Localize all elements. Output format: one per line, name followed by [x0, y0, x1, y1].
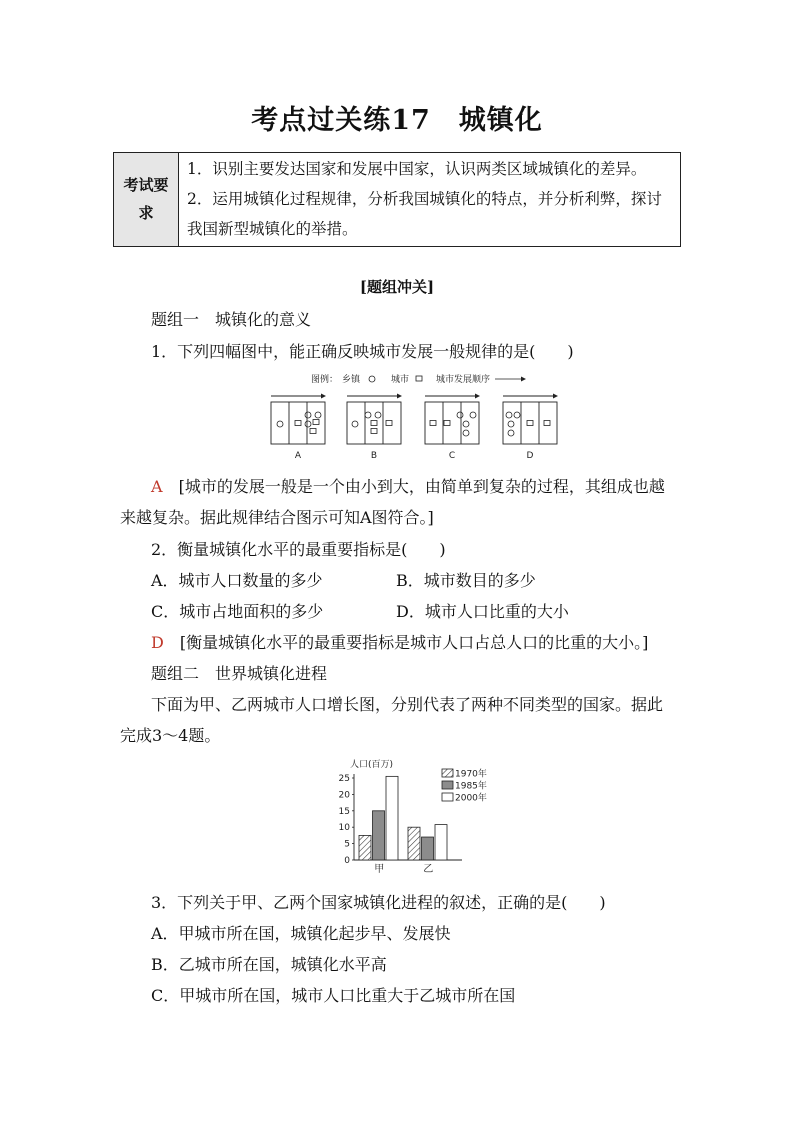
question-stem: 1．下列四幅图中，能正确反映城市发展一般规律的是( ): [151, 342, 574, 361]
option-b: B．乙城市所在国，城镇化水平高: [151, 955, 387, 974]
answer-line: D [衡量城镇化水平的最重要指标是城市人口占总人口的比重的大小。]: [151, 633, 649, 652]
town-icon: [463, 430, 469, 436]
requirements-content: [187, 153, 672, 244]
y-axis-label: 人口(百万): [350, 760, 394, 770]
section-heading: [题组冲关]: [359, 278, 435, 296]
option-d: D．城市人口比重的大小: [396, 602, 569, 621]
town-icon: [508, 421, 514, 427]
legend-label: 1970年: [455, 769, 487, 780]
town-icon: [457, 412, 463, 418]
requirements-box: [113, 152, 681, 247]
city-icon: [295, 421, 301, 426]
option-a: A．城市人口数量的多少: [151, 571, 323, 590]
legend-label: 2000年: [455, 793, 487, 804]
bar: [373, 811, 385, 860]
city-icon: [527, 421, 533, 426]
city-icon: [444, 421, 450, 426]
figure-panel: [347, 402, 401, 444]
legend-swatch: [442, 769, 453, 777]
city-icon: [371, 421, 377, 426]
legend-order-label: 城市发展顺序: [436, 375, 491, 385]
bar: [359, 835, 371, 860]
legend-label: 1985年: [455, 781, 487, 792]
city-icon: [430, 421, 436, 426]
y-tick-label: 5: [344, 839, 350, 850]
figure-panel: [503, 402, 557, 444]
town-icon: [315, 412, 321, 418]
group-heading: 题组二 世界城镇化进程: [151, 664, 328, 683]
legend-swatch: [442, 793, 453, 801]
intro-text: 完成3～4题。: [120, 726, 221, 745]
bar: [422, 837, 434, 860]
requirements-label: 考试要 求: [114, 153, 179, 246]
town-icon: [352, 421, 358, 427]
y-tick-label: 20: [338, 790, 350, 801]
page-title: 考点过关练17 城镇化: [251, 105, 543, 136]
requirement-item: 1．识别主要发达国家和发展中国家，认识两类区域城镇化的差异。: [187, 160, 647, 178]
legend-town-label: 乡镇: [342, 375, 361, 385]
explanation-text: 来越复杂。据此规律结合图示可知A图符合。]: [120, 508, 434, 527]
town-icon: [508, 430, 514, 436]
panel-label: A: [294, 451, 302, 461]
town-icon: [277, 421, 283, 427]
city-icon: [544, 421, 550, 426]
group-heading: 题组一 城镇化的意义: [151, 310, 312, 329]
town-icon: [470, 412, 476, 418]
question-stem: 3．下列关于甲、乙两个国家城镇化进程的叙述，正确的是( ): [151, 893, 606, 912]
answer-letter: D: [151, 633, 164, 652]
town-icon: [365, 412, 371, 418]
town-icon: [305, 412, 311, 418]
bar: [408, 827, 420, 860]
town-icon: [514, 412, 520, 418]
option-b: B．城市数目的多少: [396, 571, 536, 590]
city-icon: [313, 420, 319, 425]
category-label: 甲: [374, 864, 385, 875]
y-tick-label: 15: [338, 806, 350, 817]
panel-label: B: [370, 451, 378, 461]
legend-town-icon: [369, 376, 375, 382]
question-stem: 2．衡量城镇化水平的最重要指标是( ): [151, 540, 446, 559]
figure-panel: [425, 402, 479, 444]
panel-label: D: [526, 451, 534, 461]
city-icon: [310, 429, 316, 434]
city-icon: [371, 429, 377, 434]
bar: [386, 776, 398, 860]
intro-text: 下面为甲、乙两城市人口增长图，分别代表了两种不同类型的国家。据此: [151, 695, 664, 714]
legend-city-icon: [416, 376, 422, 381]
panel-label: C: [448, 451, 456, 461]
requirement-item: 2．运用城镇化过程规律，分析我国城镇化的特点，并分析利弊，探讨: [187, 190, 662, 208]
bar: [435, 825, 447, 860]
category-label: 乙: [423, 864, 434, 875]
y-tick-label: 0: [344, 856, 350, 866]
town-icon: [305, 421, 311, 427]
answer-line: A [城市的发展一般是一个由小到大，由简单到复杂的过程，其组成也越: [151, 477, 665, 496]
legend-city-label: 城市: [391, 375, 410, 385]
town-icon: [463, 421, 469, 427]
requirement-item: 我国新型城镇化的举措。: [187, 220, 358, 238]
legend-swatch: [442, 781, 453, 789]
option-c: C．甲城市所在国，城市人口比重大于乙城市所在国: [151, 986, 516, 1005]
figure-panel: [271, 402, 325, 444]
population-bar-chart: [330, 756, 500, 880]
y-tick-label: 25: [338, 774, 350, 784]
option-a: A．甲城市所在国，城镇化起步早、发展快: [151, 924, 451, 943]
answer-letter: A: [151, 477, 163, 496]
town-icon: [506, 412, 512, 418]
city-icon: [386, 421, 392, 426]
option-c: C．城市占地面积的多少: [151, 602, 324, 621]
town-icon: [375, 412, 381, 418]
legend-prefix: 图例：: [311, 375, 339, 385]
y-tick-label: 10: [338, 823, 350, 834]
city-development-figure: [265, 368, 565, 463]
